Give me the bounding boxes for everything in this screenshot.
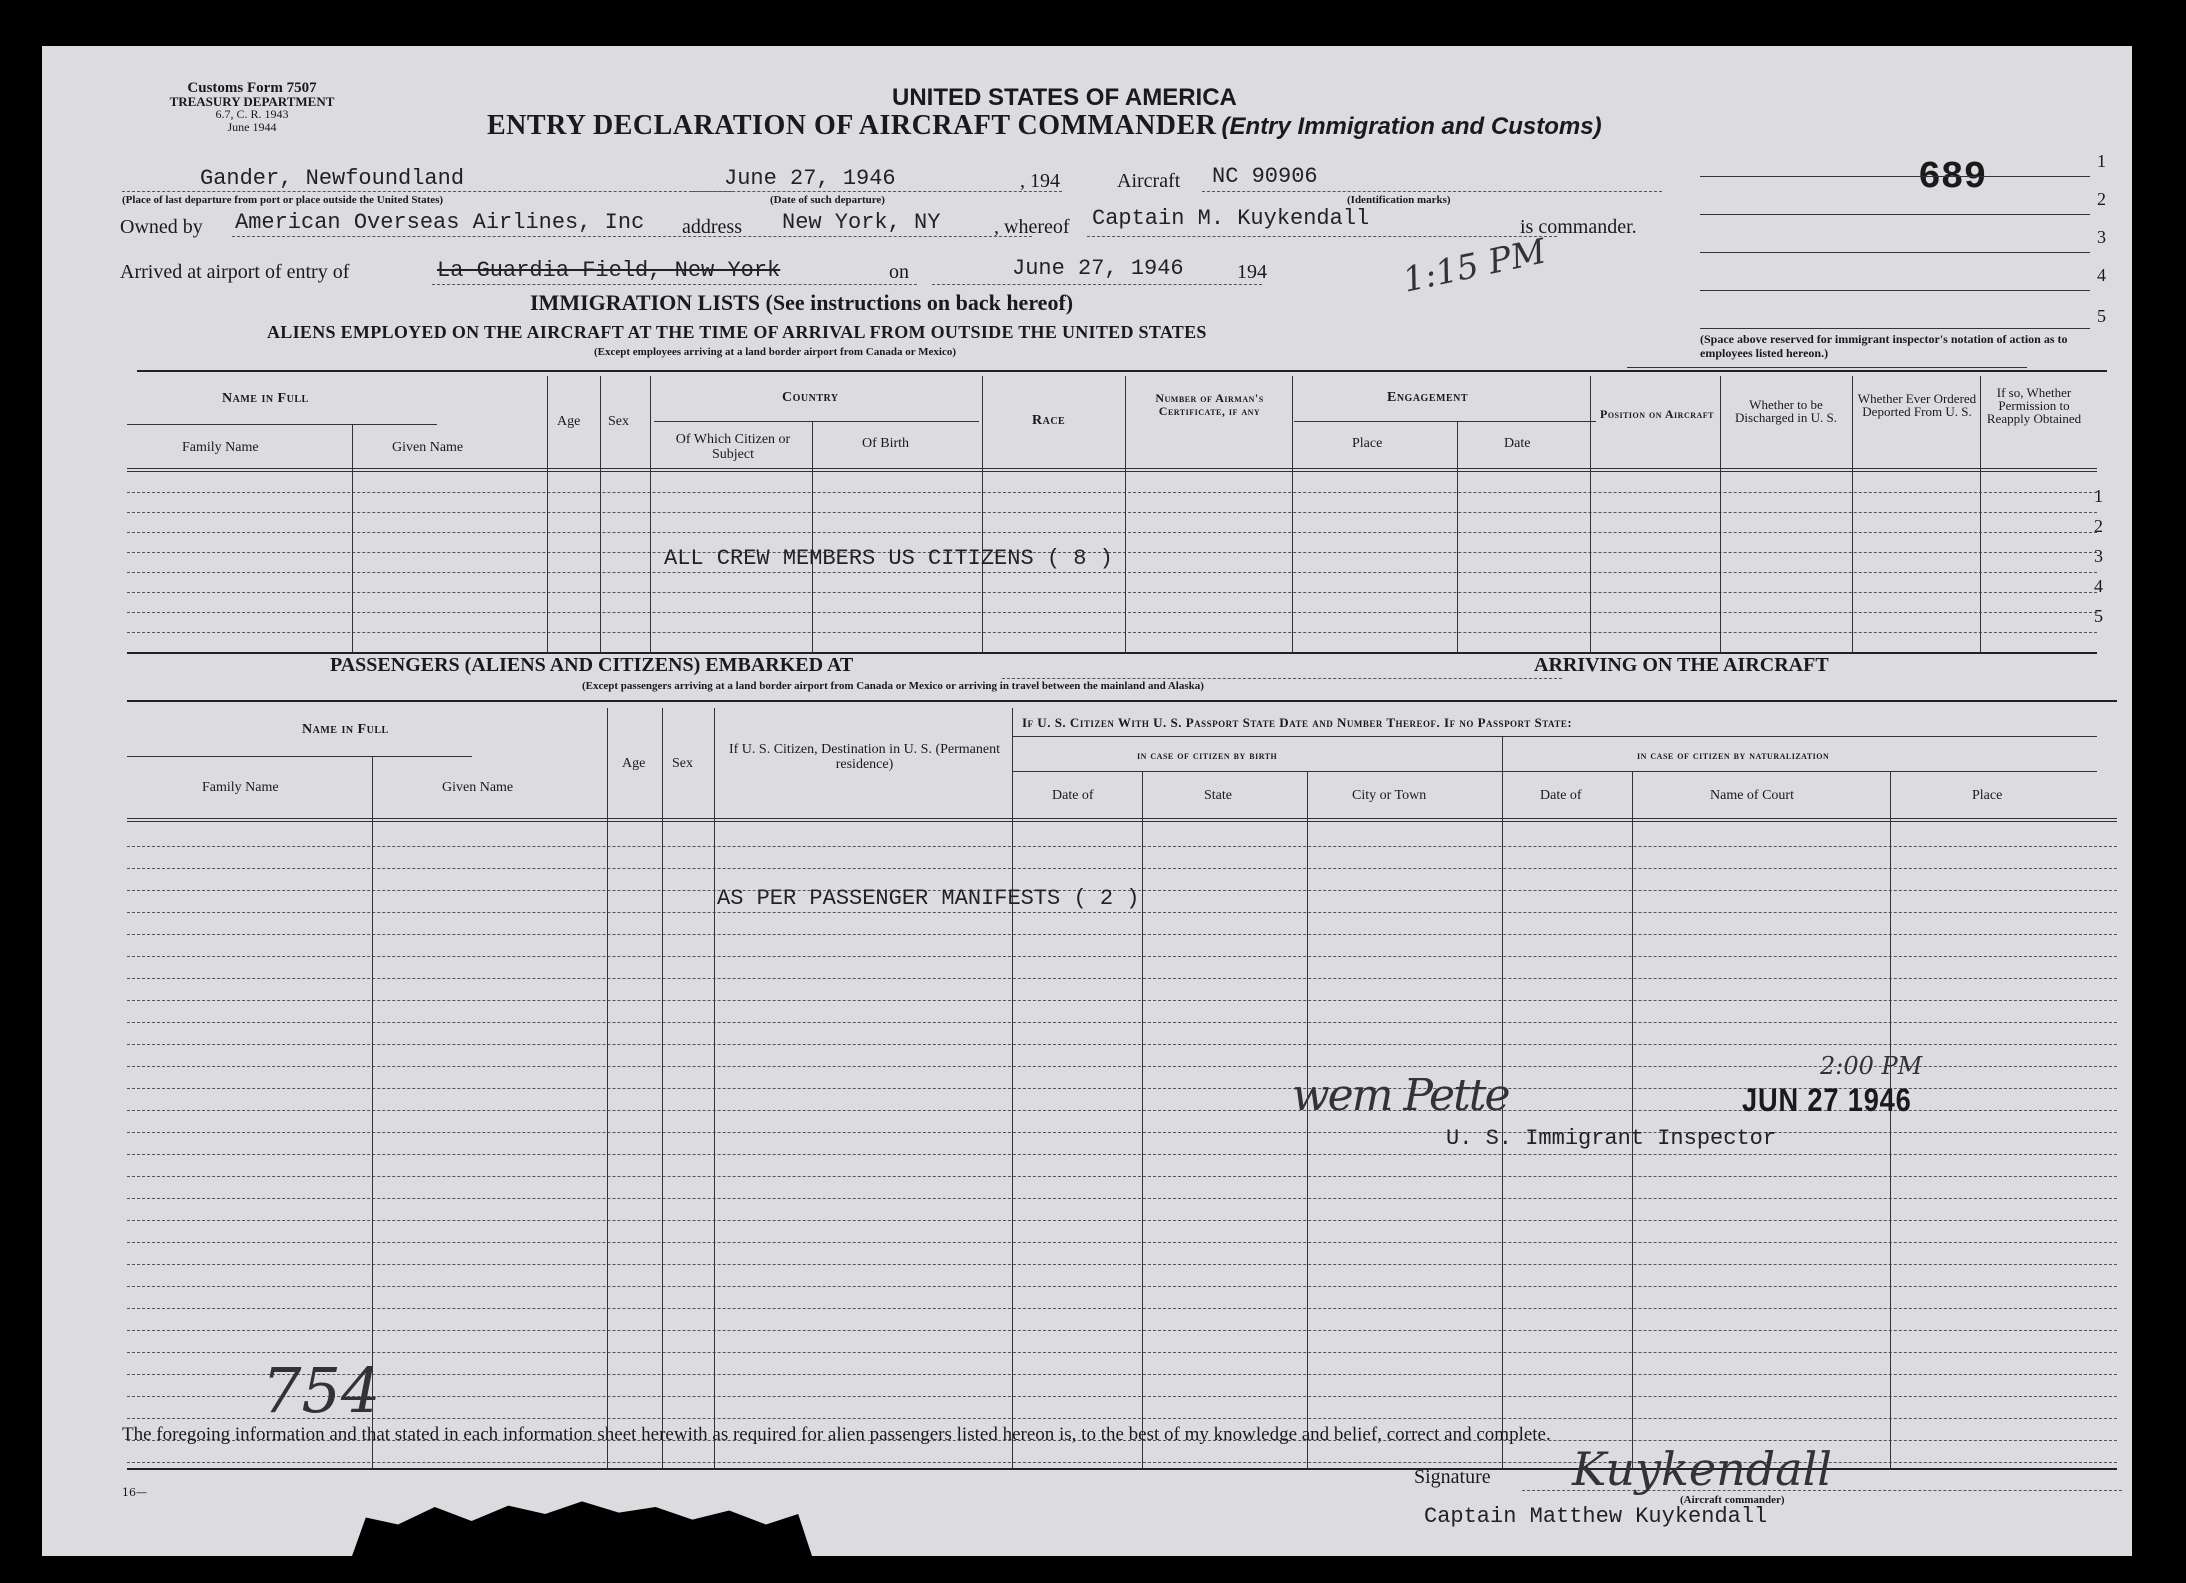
declaration-text: The foregoing information and that stated in each information sheet herewith as required for alien passengers listed hereon is, to the best of my knowledge and belief, correct and complete. (122, 1424, 1551, 1445)
stamp-date: JUN 27 1946 (1742, 1082, 1912, 1118)
passenger-header-date-of-2: Date of (1540, 788, 1582, 803)
title-suffix: (Entry Immigration and Customs) (1221, 113, 1602, 140)
crew-header-permission: If so, Whether Permission to Reapply Obtained (1986, 385, 2082, 426)
passenger-header-state: State (1204, 788, 1232, 803)
arrival-airport: La Guardia Field, New York (437, 258, 781, 283)
form-date: June 1944 (227, 120, 277, 134)
country-title: UNITED STATES OF AMERICA (892, 84, 1237, 111)
arrival-date: June 27, 1946 (1012, 256, 1184, 281)
crew-title: IMMIGRATION LISTS (See instructions on back hereof) (530, 290, 1074, 315)
crew-header-position: Position on Aircraft (1599, 407, 1714, 421)
arrival-time-note: 1:15 PM (1399, 231, 1550, 301)
is-commander-label: is commander. (1520, 216, 1637, 238)
crew-row-number: 5 (2094, 606, 2103, 626)
passengers-note: (Except passengers arriving at a land border airport from Canada or Mexico or arriving in travel between the mainland and Alaska) (582, 680, 1204, 692)
crew-header-date: Date (1504, 436, 1531, 451)
departure-place-caption: (Place of last departure from port or place outside the United States) (122, 194, 444, 206)
passenger-header-age: Age (622, 756, 646, 771)
crew-header-discharged: Whether to be Discharged in U. S. (1735, 397, 1837, 425)
passenger-header-court: Name of Court (1710, 788, 1794, 803)
address-label: address (682, 216, 742, 238)
commander-name: Captain M. Kuykendall (1092, 206, 1370, 231)
crew-header-deported: Whether Ever Ordered Deported From U. S. (1857, 391, 1977, 419)
department: TREASURY DEPARTMENT (169, 94, 335, 109)
commander-typed-name: Captain Matthew Kuykendall (1424, 1504, 1768, 1529)
passenger-header-sex: Sex (672, 756, 693, 771)
crew-header-age: Age (557, 414, 581, 429)
passenger-header-family-name: Family Name (202, 780, 279, 795)
signature-label: Signature (1414, 1466, 1491, 1488)
crew-header-citizen-of: Of Which Citizen or Subject (675, 432, 791, 462)
crew-header-country: Country (782, 390, 839, 405)
marks-caption: (Identification marks) (1347, 194, 1451, 206)
signature-caption: (Aircraft commander) (1680, 1494, 1785, 1506)
inspector-title: U. S. Immigrant Inspector (1446, 1126, 1777, 1151)
passenger-header-destination: If U. S. Citizen, Destination in U. S. (Permanent residence) (728, 742, 1001, 772)
crew-header-name-in-full: Name in Full (222, 391, 309, 406)
crew-note: (Except employees arriving at a land border airport from Canada or Mexico) (594, 346, 957, 358)
crew-header-race: Race (1032, 413, 1066, 428)
form-code: 16— (122, 1486, 147, 1499)
passenger-header-place: Place (1972, 788, 2003, 803)
owner-address: New York, NY (782, 210, 941, 235)
form-title (487, 110, 1602, 142)
passenger-header-city: City or Town (1352, 788, 1427, 803)
crew-header-of-birth: Of Birth (862, 436, 910, 451)
crew-header-airman-cert: Number of Airman's Certificate, if any (1155, 391, 1264, 418)
crew-row-number: 1 (2094, 486, 2103, 506)
aircraft-label: Aircraft (1117, 170, 1181, 192)
passenger-entry: AS PER PASSENGER MANIFESTS ( 2 ) (717, 886, 1140, 911)
passengers-title-prefix: PASSENGERS (ALIENS AND CITIZENS) EMBARKED AT (330, 654, 854, 676)
stamp-time: 2:00 PM (1820, 1052, 1923, 1080)
arrival-on-label: on (889, 261, 909, 283)
arrival-year-suffix: 194 (1237, 261, 1267, 283)
crew-header-family-name: Family Name (182, 440, 259, 455)
whereof-label: , whereof (994, 216, 1070, 238)
row-number: 5 (2097, 306, 2106, 326)
crew-row-number: 2 (2094, 516, 2103, 536)
departure-date: June 27, 1946 (724, 166, 896, 191)
passenger-header-given-name: Given Name (442, 780, 514, 795)
departure-place: Gander, Newfoundland (200, 166, 465, 191)
passenger-header-name-in-full: Name in Full (302, 722, 389, 737)
owned-by-label: Owned by (120, 216, 203, 238)
crew-row-number: 3 (2094, 546, 2103, 566)
row-number: 4 (2097, 265, 2106, 285)
inspector-signature: wem Pette (1292, 1070, 1509, 1121)
crew-subtitle: ALIENS EMPLOYED ON THE AIRCRAFT AT THE TIME OF ARRIVAL FROM OUTSIDE THE UNITED STATES (267, 322, 1207, 342)
handwritten-number: 754 (262, 1354, 381, 1427)
passengers-title-suffix: ARRIVING ON THE AIRCRAFT (1534, 654, 1829, 676)
row-number: 2 (2097, 189, 2106, 209)
passenger-header-passport: If U. S. Citizen With U. S. Passport State Date and Number Thereof. If no Passport State: (1022, 715, 1573, 730)
form-id: Customs Form 7507 (187, 80, 317, 96)
crew-header-place: Place (1352, 436, 1383, 451)
year-prefix: , 194 (1020, 170, 1060, 192)
crew-header-engagement: Engagement (1387, 390, 1469, 405)
title-text: ENTRY DECLARATION OF AIRCRAFT COMMANDER (487, 110, 1217, 141)
crew-header-given-name: Given Name (392, 440, 464, 455)
row-number: 1 (2097, 151, 2106, 171)
commander-signature: Kuykendall (1572, 1442, 1832, 1496)
passenger-header-by-naturalization: in case of citizen by naturalization (1637, 748, 1830, 762)
crew-header-sex: Sex (608, 414, 629, 429)
arrival-label: Arrived at airport of entry of (120, 261, 350, 283)
row-number: 3 (2097, 227, 2106, 247)
departure-date-caption: (Date of such departure) (770, 194, 885, 206)
regulation: 6.7, C. R. 1943 (215, 107, 289, 121)
torn-edge (352, 1486, 812, 1556)
aircraft-marks: NC 90906 (1212, 164, 1318, 189)
passenger-header-date-of: Date of (1052, 788, 1094, 803)
passenger-header-by-birth: in case of citizen by birth (1137, 748, 1278, 762)
form-id-block (152, 82, 352, 134)
crew-entry: ALL CREW MEMBERS US CITIZENS ( 8 ) (664, 546, 1113, 571)
form-document (42, 46, 2132, 1556)
inspector-note: (Space above reserved for immigrant inspector's notation of action as to employees listed hereon.) (1700, 332, 2068, 360)
record-number: 689 (1918, 156, 1987, 199)
owner-name: American Overseas Airlines, Inc (235, 210, 645, 235)
crew-row-number: 4 (2094, 576, 2103, 596)
